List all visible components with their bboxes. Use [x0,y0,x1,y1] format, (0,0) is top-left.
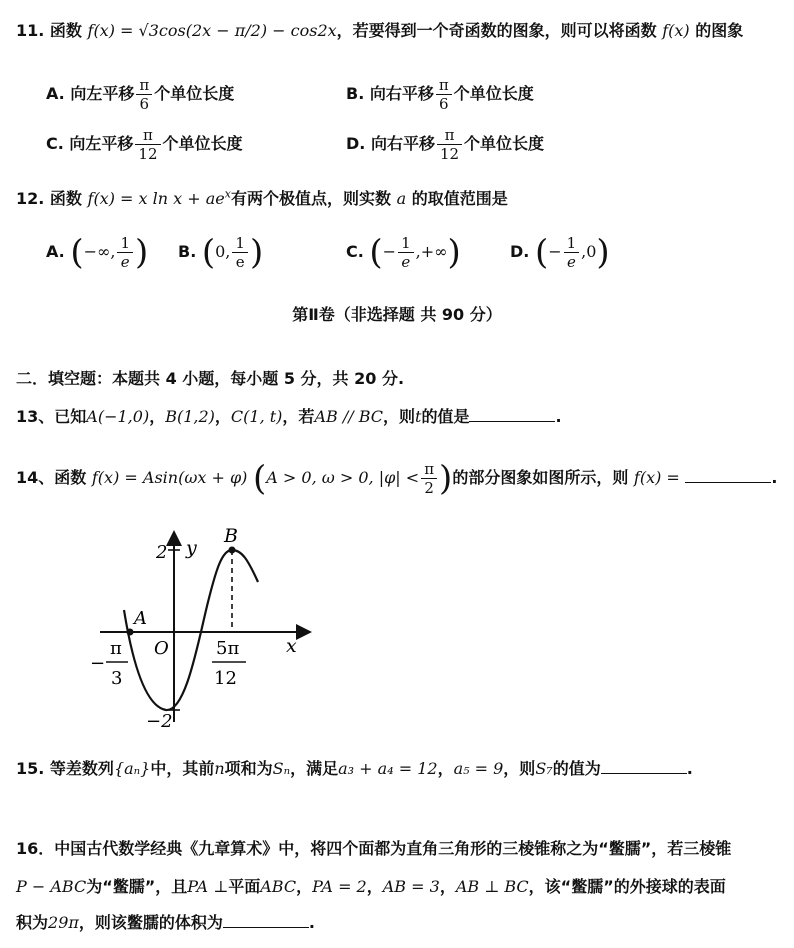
q11-stem [16,18,743,41]
q12-formula: f(x) = x ln x + ae [87,189,225,208]
q13-answer-blank[interactable] [469,421,555,422]
q14-stem: 14、函数 f(x) = Asin(ωx + φ) (A > 0, ω > 0, |φ| < $\frac{\pi}{2}$ )的部分图象如图所示，则 f(x) = . [16,458,778,499]
q16-answer-blank[interactable] [223,927,309,928]
q16-line2: P − ABC为“鳖臑”，且PA ⊥平面ABC，PA = 2，AB = 3，AB ⊥ BC，该“鳖臑”的外接球的表面 [16,877,726,896]
q11-number: 11. [16,21,45,40]
x-left-sign: − [90,653,106,674]
q11-lead: 函数 [49,21,82,40]
q12-stem: 12. 函数 f(x) = x $\ln x + ae^x$有两个极值点，则实数 a 的取值范围是 [16,187,508,208]
point-b [229,547,236,554]
x-right-num: 5π [216,638,240,659]
q11-option-a[interactable]: A. 向左平移 $\frac{\pi}{6}$ 个单位长度 [46,76,235,113]
x-left-num: π [110,638,122,659]
q12-option-b[interactable]: B. (0, $\frac{1}{e}$ ) [178,232,264,273]
y-top-label: 2 [156,542,168,563]
q11-end: 的图象 [695,21,744,40]
sine-curve [124,550,258,710]
section-title: 第Ⅱ卷（非选择题 共 90 分） [292,305,502,324]
q14-answer-blank[interactable] [685,482,771,483]
q11-tail: ，若要得到一个奇函数的图象，则可以将函数 [336,21,657,40]
q11-option-d[interactable]: D. 向右平移 $\frac{\pi}{12}$ 个单位长度 [346,126,545,163]
part2-heading: 二．填空题：本题共 4 小题，每小题 5 分，共 20 分. [16,369,405,388]
origin-label: O [154,638,169,659]
q11-fx: f(x) [662,21,690,40]
q12-option-a[interactable]: A. (−∞, $\frac{1}{e}$ ) [46,232,149,273]
q16-line1: 16．中国古代数学经典《九章算术》中，将四个面都为直角三角形的三棱锥称之为“鳖臑”，若三棱锥 [16,839,732,858]
y-bottom-label: −2 [146,711,173,732]
y-axis-label: y [186,537,197,559]
q11-option-b[interactable]: B. 向右平移 $\frac{\pi}{6}$ 个单位长度 [346,76,534,113]
q14-graph [86,522,326,737]
point-b-label: B [224,525,238,547]
q13-stem: 13、已知A(−1,0)，B(1,2)，C(1, t)，若AB // BC，则t的值是 . [16,407,562,426]
q11-option-c[interactable]: C. 向左平移 $\frac{\pi}{12}$ 个单位长度 [46,126,243,163]
q12-option-d[interactable]: D. (− $\frac{1}{e}$ ,0) [510,232,610,273]
q15-stem: 15. 等差数列{aₙ}中，其前n项和为Sₙ，满足a₃ + a₄ = 12，a₅ = 9，则S₇的值为 . [16,759,693,778]
point-a-label: A [134,608,147,629]
q11-formula: f(x) = √3cos(2x − π/2) − cos2x [87,21,337,40]
q16-line3: 积为29π，则该鳖臑的体积为 . [16,913,315,932]
q15-answer-blank[interactable] [601,773,687,774]
x-left-den: 3 [111,668,123,689]
q12-option-c[interactable]: C. (− $\frac{1}{e}$ ,+∞) [346,232,461,273]
x-right-den: 12 [214,668,237,689]
x-axis-label: x [286,635,297,657]
q13-vector: AB // BC [314,407,383,426]
point-a [127,629,134,636]
